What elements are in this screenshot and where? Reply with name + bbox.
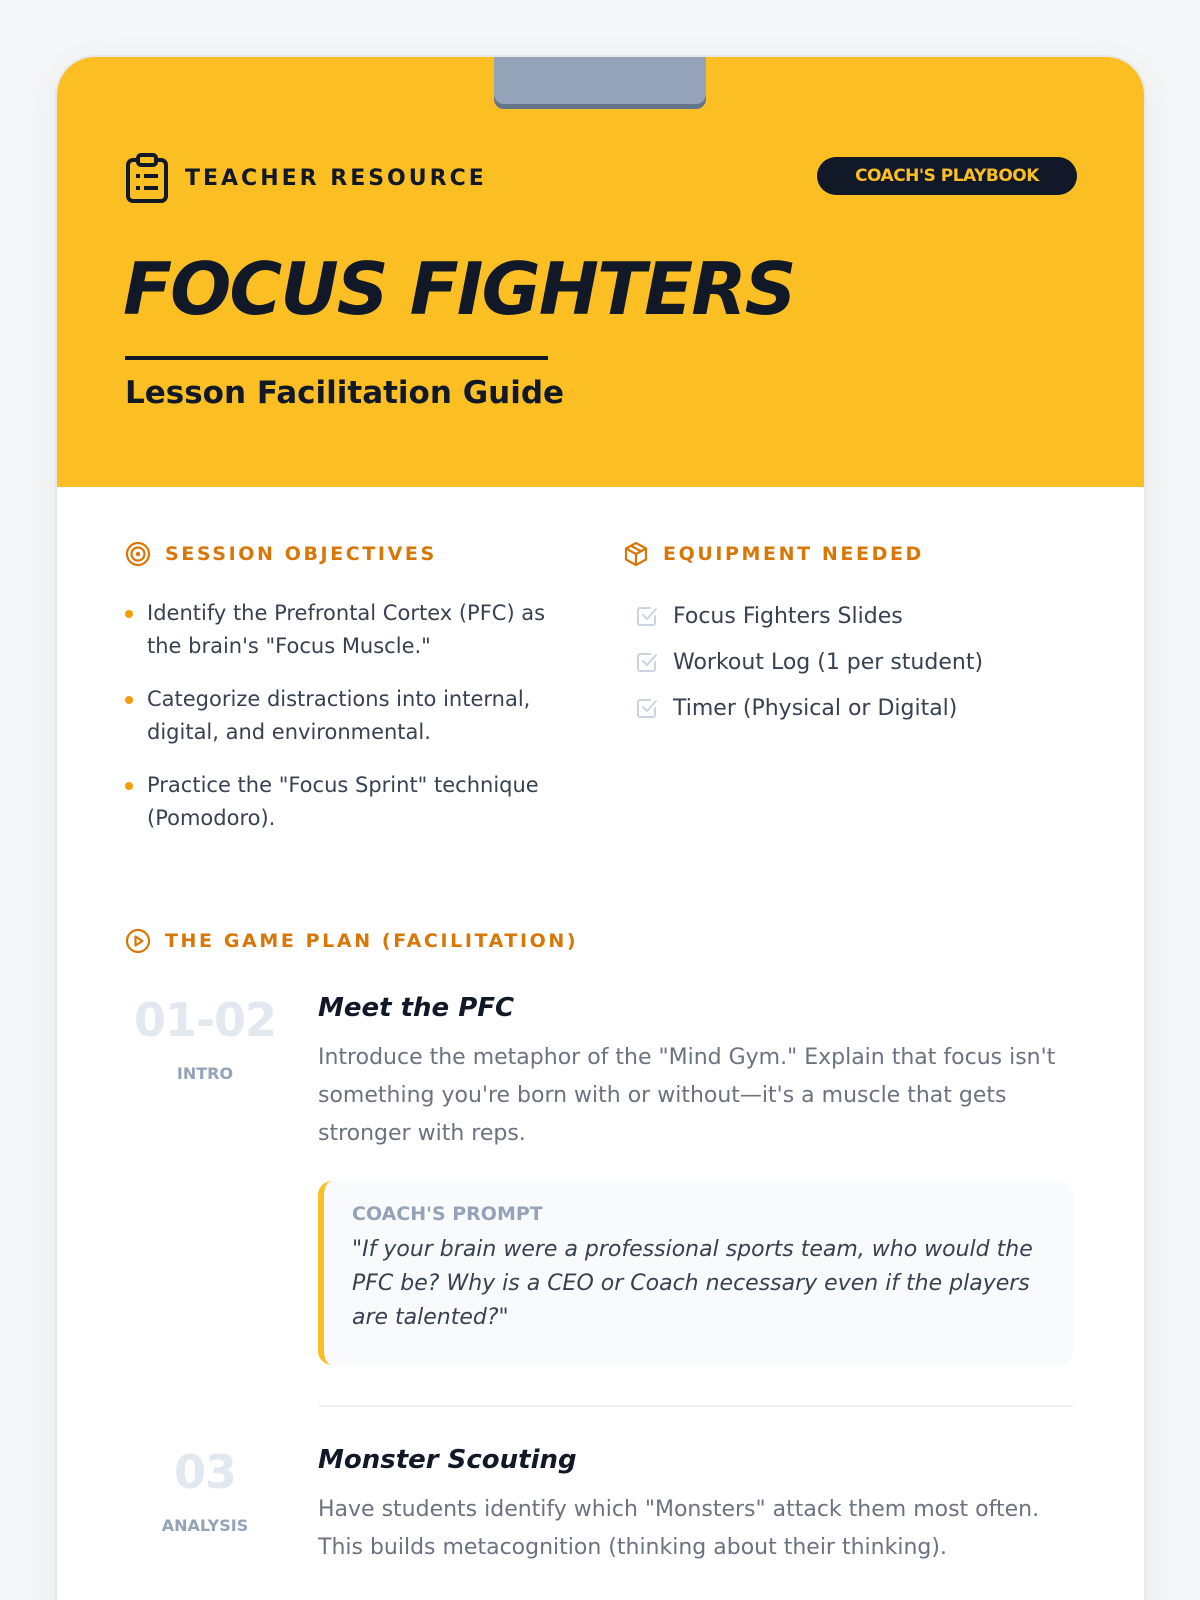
equipment-list [635, 601, 1075, 739]
equipment-item-label: Focus Fighters Slides [673, 603, 903, 629]
step-title: Monster Scouting [318, 1445, 577, 1475]
list-item [635, 601, 1075, 631]
coach-prompt-callout [318, 1181, 1073, 1365]
game-plan-heading [125, 928, 578, 954]
game-plan-step [125, 981, 1077, 1421]
objectives-heading-label: SESSION OBJECTIVES [165, 543, 437, 565]
guide-card [57, 57, 1144, 1600]
equipment-heading [623, 541, 924, 567]
list-item: Practice the "Focus Sprint" technique (Pomodoro). [125, 769, 585, 835]
box-icon [623, 541, 649, 567]
title-underline [125, 356, 548, 360]
playbook-badge: COACH'S PLAYBOOK [817, 157, 1077, 195]
header-banner [57, 57, 1144, 487]
checkbox-checked-icon [635, 650, 659, 674]
step-tag: ANALYSIS [161, 1516, 249, 1535]
clipboard-clip [494, 57, 706, 109]
resource-row [125, 153, 487, 203]
step-tag: INTRO [176, 1064, 234, 1083]
step-description: Introduce the metaphor of the "Mind Gym." Explain that focus isn't something you're born with or without—it's a muscle that gets stronger with reps. [318, 1045, 1056, 1146]
step-number: 01-02 [133, 993, 277, 1047]
checkbox-checked-icon [635, 604, 659, 628]
clipboard-icon [125, 153, 169, 203]
resource-label: TEACHER RESOURCE [185, 165, 487, 191]
game-plan-step [125, 1433, 1077, 1600]
page-subtitle: Lesson Facilitation Guide [125, 375, 565, 411]
game-plan-heading-label: THE GAME PLAN (FACILITATION) [165, 930, 579, 952]
page-title: FOCUS FIGHTERS [123, 247, 795, 331]
equipment-item-label: Workout Log (1 per student) [673, 649, 984, 675]
prompt-label: COACH'S PROMPT [352, 1203, 543, 1225]
list-item [635, 693, 1075, 723]
checkbox-checked-icon [635, 696, 659, 720]
objectives-list [125, 597, 585, 855]
objectives-heading [125, 541, 437, 567]
step-divider [318, 1405, 1073, 1407]
step-title: Meet the PFC [318, 993, 515, 1023]
step-description: Have students identify which "Monsters" attack them most often. This builds metacognition (thinking about their thinking). [318, 1497, 1040, 1560]
list-item: Identify the Prefrontal Cortex (PFC) as the brain's "Focus Muscle." [125, 597, 585, 663]
list-item [635, 647, 1075, 677]
equipment-item-label: Timer (Physical or Digital) [673, 695, 958, 721]
step-number: 03 [173, 1445, 236, 1499]
equipment-heading-label: EQUIPMENT NEEDED [663, 543, 924, 565]
prompt-quote: "If your brain were a professional sports team, who would the PFC be? Why is a CEO or Coach necessary even if the players are talented?" [352, 1237, 1033, 1330]
target-icon [125, 541, 151, 567]
play-circle-icon [125, 928, 151, 954]
list-item: Categorize distractions into internal, digital, and environmental. [125, 683, 585, 749]
